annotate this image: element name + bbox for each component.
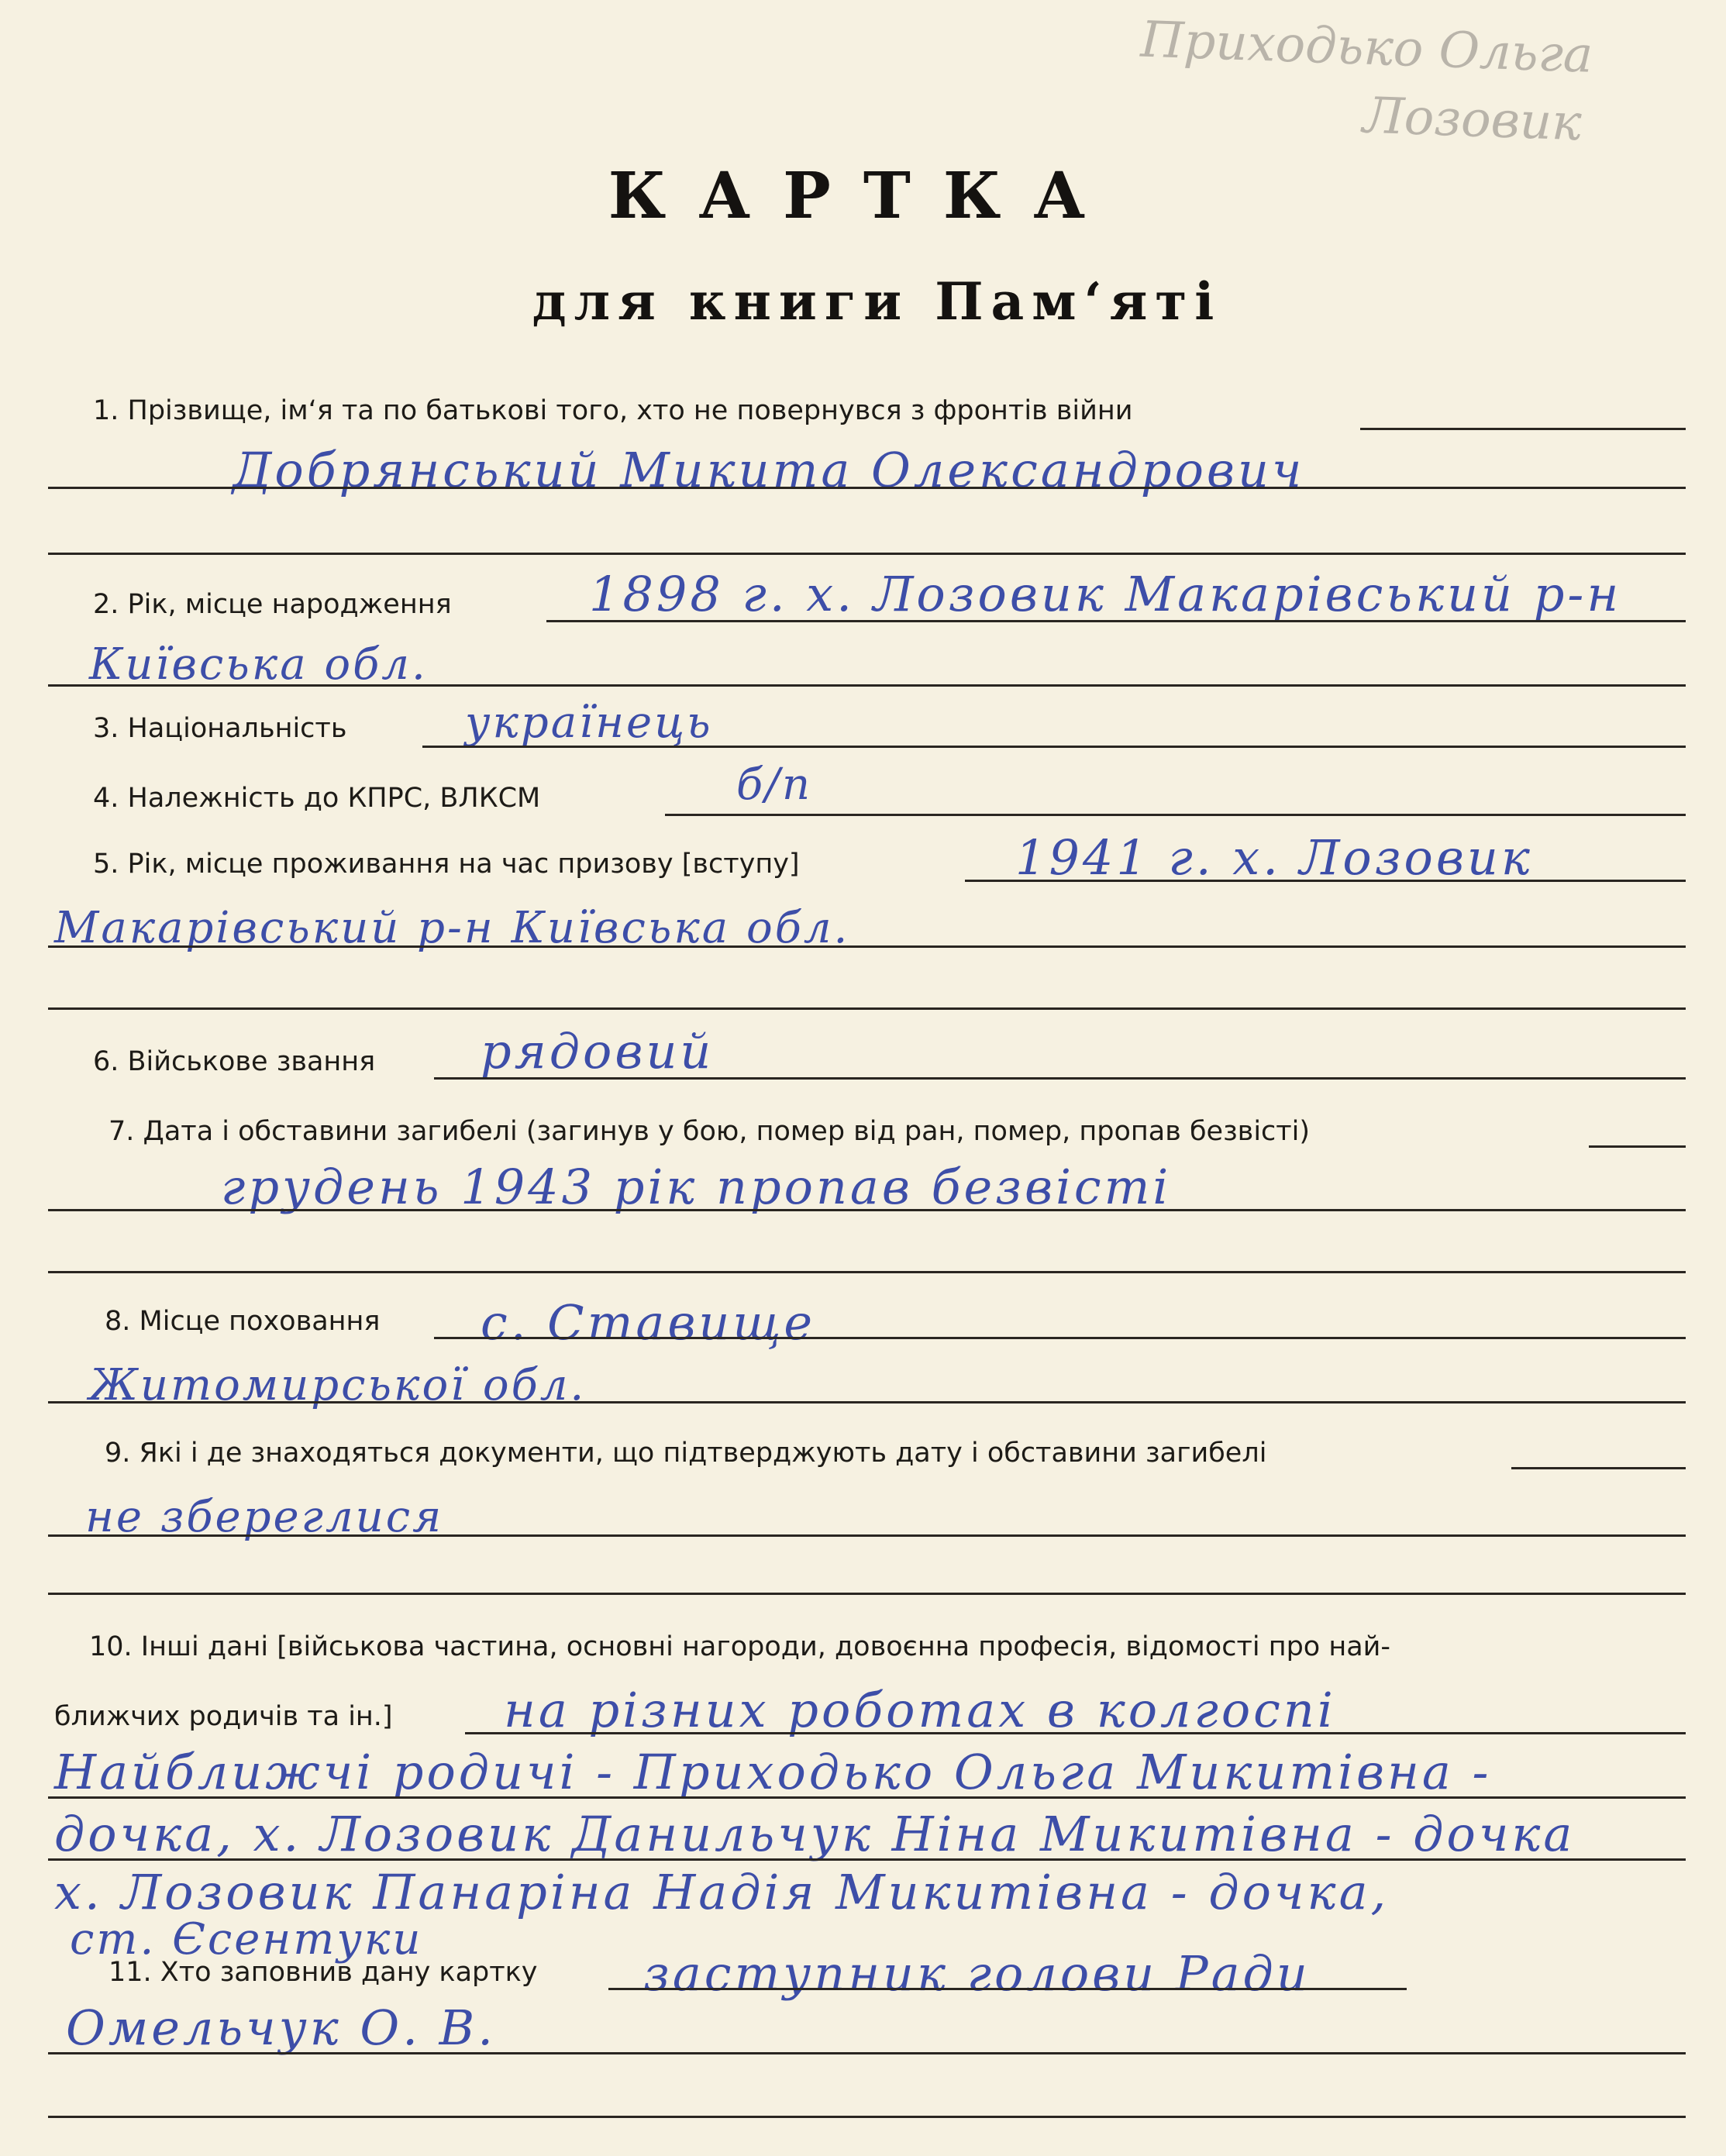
field-8-value-2: Житомирської обл. [89, 1360, 587, 1410]
field-8-label: 8. Місце поховання [105, 1306, 381, 1337]
field-11-value: заступник голови Ради [643, 1945, 1311, 2002]
field-6-rule [434, 1077, 1686, 1080]
field-10-rule-3 [48, 1858, 1686, 1861]
field-8-value: с. Ставище [481, 1294, 816, 1351]
card-subtitle: для книги Пам‘яті [532, 271, 1222, 332]
field-10-line-2: дочка, х. Лозовик Данильчук Ніна Микитівна - дочка [54, 1806, 1576, 1862]
field-2-rule [546, 620, 1686, 622]
field-1-label: 1. Прізвище, ім‘я та по батькові того, хто не повернувся з фронтів війни [93, 395, 1133, 426]
field-11-rule [608, 1988, 1407, 1990]
field-1-value: Добрянський Микита Олександрович [233, 442, 1305, 498]
field-9-value: не збереглися [85, 1492, 444, 1542]
field-9-rule-2 [48, 1534, 1686, 1537]
field-9-label: 9. Які і де знаходяться документи, що підтверджують дату і обставини загибелі [105, 1438, 1267, 1469]
field-1-rule-3 [48, 553, 1686, 555]
field-8-rule [434, 1337, 1686, 1339]
field-10-line-3: х. Лозовик Панаріна Надія Микитівна - дочка, [54, 1864, 1390, 1920]
field-1-rule [1360, 428, 1686, 430]
field-5-rule-3 [48, 1007, 1686, 1010]
field-4-value: б/п [736, 759, 813, 810]
field-7-rule [1589, 1145, 1686, 1148]
field-5-rule [965, 880, 1686, 882]
field-10-label-1: 10. Інші дані [військова частина, основні нагороди, довоєнна професія, відомості про най- [89, 1631, 1391, 1662]
field-3-value: українець [465, 697, 713, 748]
field-9-rule-3 [48, 1593, 1686, 1595]
field-3-rule [422, 746, 1686, 748]
field-1-rule-2 [48, 487, 1686, 489]
field-3-label: 3. Національність [93, 713, 347, 744]
field-6-label: 6. Військове звання [93, 1046, 376, 1077]
field-10-rule-2 [48, 1796, 1686, 1799]
field-11-rule-3 [48, 2116, 1686, 2118]
card-title: КАРТКА [608, 159, 1118, 233]
field-6-value: рядовий [481, 1023, 715, 1080]
field-5-rule-2 [48, 945, 1686, 948]
field-8-rule-2 [48, 1401, 1686, 1403]
field-11-label: 11. Хто заповнив дану картку [109, 1957, 538, 1988]
corner-pencil-note: Приходько Ольга Лозовик [1139, 11, 1594, 153]
field-10-line-4: ст. Єсентуки [70, 1914, 423, 1965]
field-7-rule-3 [48, 1271, 1686, 1273]
field-7-value: грудень 1943 рік пропав безвісті [221, 1159, 1172, 1215]
field-11-value-2: Омельчук О. В. [66, 1999, 496, 2056]
field-2-value-2: Київська обл. [89, 639, 428, 690]
field-5-value: 1941 г. х. Лозовик [1015, 829, 1533, 886]
field-2-rule-2 [48, 684, 1686, 687]
field-10-line-1: Найближчі родичі - Приходько Ольга Микитівна - [54, 1744, 1492, 1800]
field-2-label: 2. Рік, місце народження [93, 589, 452, 620]
field-10-rule [465, 1732, 1686, 1734]
field-11-rule-2 [48, 2052, 1686, 2054]
field-5-label: 5. Рік, місце проживання на час призову [вступу] [93, 849, 800, 880]
field-4-label: 4. Належність до КПРС, ВЛКСМ [93, 783, 541, 814]
field-4-rule [665, 814, 1686, 816]
field-9-rule [1511, 1467, 1686, 1469]
field-10-value: на різних роботах в колгоспі [504, 1682, 1336, 1738]
field-2-value: 1898 г. х. Лозовик Макарівський р-н [589, 566, 1622, 622]
field-7-rule-2 [48, 1209, 1686, 1211]
field-5-value-2: Макарівський р-н Київська обл. [54, 903, 850, 953]
field-10-label-2: ближчих родичів та ін.] [54, 1701, 393, 1732]
field-7-label: 7. Дата і обставини загибелі (загинув у бою, помер від ран, помер, пропав безвісті) [109, 1116, 1311, 1147]
